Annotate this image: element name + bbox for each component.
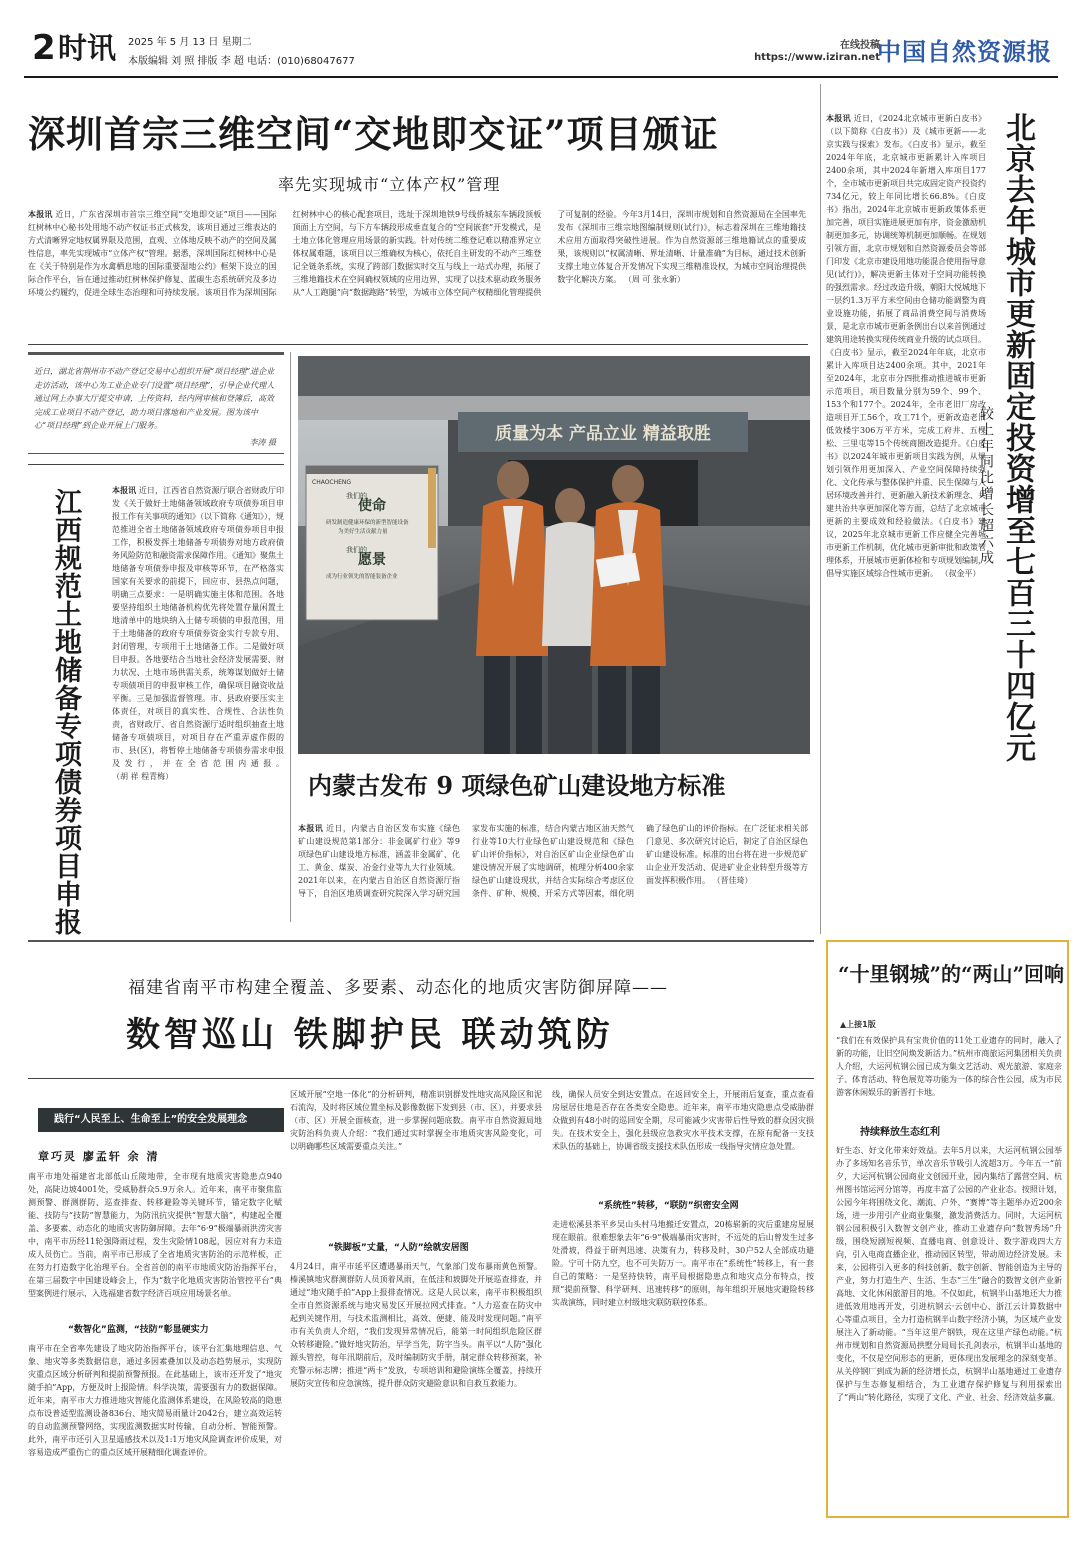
column-divider [820, 84, 821, 934]
shenzhen-subheadline: 率先实现城市“立体产权”管理 [278, 175, 501, 194]
neimenggu-body-text: 近日，内蒙古自治区发布实施《绿色矿山建设规范第1部分：非金属矿行业》等9项绿色矿山建设地方标准，涵盖非金属矿、化工、黄金、煤炭、冶金行业等九大行业领域。2021年以来，在内蒙古自治区自然资源厅指导下，自治区地质调查研究院深入学习研究国家发布实施的标准，结合内蒙古地区油天然气行业等10大行业绿色矿山建设规范和《绿色矿山评价指标》，对自治区矿山企业绿色矿山建设情况开展了实地调研，梳理分析400余家绿色矿山建设现状，并结合实际综合考虑区位条件、矿种、规模、开采方式等因素，细化明确了绿色矿山的评价指标。在广泛征求相关部门意见、多次研究讨论后，制定了自治区绿色矿山建设标准。标准的出台将在进一步规范矿山企业开发活动、促进矿业企业转型升级等方面发挥积极作用。 [298, 824, 808, 898]
page-number: 2 [32, 28, 56, 68]
sign-line: 我们的 [346, 546, 367, 554]
sign-line: 愿景 [358, 552, 386, 568]
shenzhen-body [28, 208, 806, 342]
notice-text: 近日，湖北省荆州市不动产登记交易中心组织开展“项目经理”进企业走访活动，该中心为工业企业专门设置“项目经理”，引导企业代理人通过网上办事大厅提交申请，上传资料，经内网审核和登簿后，高效完成工业项目不动产登记，助力项目落地和产业发展。图为该中心“项目经理”到企业开展上门服务。 [34, 367, 275, 430]
beijing-author: （叔金平） [940, 569, 981, 578]
continued-from: ▲上接1版 [840, 1020, 876, 1029]
paper-name: 中国自然资源报 [877, 37, 1052, 66]
shenzhen-body-text: 近日，广东省深圳市首宗三维空间“交地即交证”项目——国际红树林中心秘书处用地不动产权证书正式核发，该项目通过三维表达的方式清晰界定地权属界限及范围，直观、立体地反映不动产的空间及属性信息，率先实现城市“立体产权”管理。据悉，深圳国际红树林中心是在《关于特别是作为水禽栖息地的国际重要湿地公约》框架下设立的国际合作平台，旨在通过推动红树林保护修复、蓝碳生态系统研究及多边环境公约履约，促进全球生态治理和可持续发展。该项目作为深圳国际红树林中心的核心配套项目，选址于深圳地铁9号线侨城东车辆段顶板顶面上方空间，与下方车辆段形成垂直复合的“空间嵌套”开发模式，是土地立体化管理应用场景的新实践。针对传统二维登记难以精准界定立体权属难题，该项目以三维确权为核心，依托自主研发的不动产三维登记全链条系统，实现了跨部门数据实时交互与线上一站式办理，拓展了三维地籍技术在空间确权领域的应用边界，实现了以技术驱动政务服务从“人工跑腿”向“数据跑路”转型，为城市立体空间产权精细化管理提供了可复制的经验。今年3月14日，深圳市规划和自然资源局在全国率先发布《深圳市三维宗地图编制规则(试行)》，标志着深圳在三维地籍技术应用方面取得突破性进展。作为自然资源部三维地籍试点的重要成果，该规则以“权属清晰、界址清晰、计量准确”为目标，通过技术创新支撑土地立体复合开发情况下实现三维精准设权，为城市空间治理提供数字化解决方案。 [28, 210, 806, 297]
neimenggu-headline: 内蒙古发布 9 项绿色矿山建设地方标准 [308, 771, 726, 800]
gangcheng-body-2: 好生态、好文化带来好效益。去年5月以来，大运河杭钢公园举办了多场知名音乐节，单次音乐节吸引人流超3万。今年五一“前夕，大运河杭钢公园商业文创园开业，园内集结了露营空间、杭州图书馆运河分馆等，再度丰富了公园的产业业态。按照计划，公园今年将围绕文化、潮流、户外、“赛博”等主题举办近200余场，进一步用引产业商业集聚，激发消费活力。同时，大运河杭钢公园积极引入数智文创产业，推动工业遗存向“数智秀场”升级，围绕短剧短视频、直播电商、创意设计、数字游戏四大方向，引入电商直播企业，推动园区转型，带动周边经济发展。未来，公园将引入更多的科技创新、数字创新、智能创造为主导的产业，努力打造生产、生活、生态“三生”融合的数智文创产业新高地、文化休闲旅游目的地。不仅如此，杭钢半山基地还大力推进低效用地再开发，引进杭钢云·云创中心、浙江云计算数据中心等重点项目，全力打造杭钢半山数字经济小镇，为区域产业发展注入了新动能。“当年这里产钢铁，现在这里产绿色动能。”杭州市规划和自然资源局拱墅分局局长孔剑表示，杭钢半山基地的变化，不仅是空间形态的更新，更体现出发展理念的深刻变革。从关停钢厂到成为新的经济增长点，杭钢半山基地通过工业遗存保护与生态修复相结合，为工业遗存保护修复与利用探索出了“两山”转化路径，实现了文化、产业、社会、经济效益多赢。 [836, 1146, 1062, 1402]
neimenggu-body [298, 822, 808, 916]
nanping-byline: 章巧灵 廖孟轩 余 清 [38, 1150, 160, 1163]
nanping-kicker: 福建省南平市构建全覆盖、多要素、动态化的地质灾害防御屏障—— [128, 978, 668, 998]
person-middle [542, 488, 598, 754]
beijing-lead-tag: 本报讯 [826, 114, 851, 123]
factory-visit-photo [298, 356, 810, 754]
jiangxi-body-text: 近日，江西省自然资源厅联合省财政厅印发《关于做好土地储备领域政府专项债券项目申报工作有关事项的通知》（以下简称《通知》），规范推进全省土地储备领域政府专项债券项目申报工作，积极发挥土地储备专项债券对地方政府债务风险防范和融资需求保障作用。《通知》聚焦土地储备专项债券申报及审核等环节，在严格落实国家有关要求的前提下，回应市、县热点问题，明确三点要求：一是明确实施主体和范围。各地要坚持组织土地储备机构优先将处置存量闲置土地清单中的地块纳入土储专项债的申报范围，用于土地储备的政府专项债券资金实行专款专用、封闭管理，专项用于土地储备工作。二是做好项目申报。各地要结合当地社会经济发展需要、财力状况、土地市场供需关系，统筹谋划做好土储专项债项目的申报审核工作，确保项目融资收益平衡。三是加强监督管理。市、县政府要压实主体责任，对项目的真实性、合规性、合法性负责，省财政厅、省自然资源厅适时组织抽查土地储备专项债项目，对项目存在严重弄虚作假的市、县(区)，将暂停土地储备专项债券需求申报及发行，并在全省范围内通报。 [112, 486, 284, 768]
nanping-body-5: 线，确保人员安全到达安置点。在返回安全上，开展雨后复查，重点查看房屋居住地是否存在各类安全隐患。近年来，南平市地灾隐患点受威胁群众做到有48小时的巡回安全期，尽可能减少灾害带后性导致的群众因灾损失。在技术安全上，强化县级应急救灾水平技术支撑，在原有配备一支技术队伍的基础上，协调省级支援技术队伍形成一线指导灾情应急处置。 [552, 1090, 814, 1151]
jiangxi-author: （胡 祥 程青梅） [112, 772, 174, 781]
jiangxi-lead-tag: 本报讯 [112, 486, 137, 495]
nanping-body-6: 走进松溪县茶平乡吴山头村马地搬迁安置点，20栋崭新的灾后重建房屋展现在眼前。很难想象去年“6·9”极端暴雨灾害时，不远处的后山曾发生过多处滑坡，得益于研判迅速、决策有力，转移及时，30户52人全部成功避险。宁可十防九空，也不可失防万一。南平市在“系统性”转移上，有一套自己的策略：一是坚持快转，南平局根据隐患点和地灾点分布特点，按照“提前预警、科学研判、迅速转移”的原则，每年组织开展地灾避险转移实战演练，同时建立村级地灾联防联控体系。 [552, 1220, 814, 1307]
sign-line: 为美好生活贡献力量 [338, 529, 388, 535]
editors-line: 本版编辑 刘 照 排版 李 超 电话：(010)68047677 [128, 56, 355, 67]
masthead-rule [24, 76, 1058, 78]
beijing-headline: 北京去年城市更新固定投资增至七百三十四亿元 [1000, 112, 1035, 763]
column-divider [290, 352, 291, 922]
sign-company: CHAOCHENG [312, 479, 352, 486]
jiangxi-headline: 江西规范土地储备专项债券项目申报 [50, 488, 81, 936]
shenzhen-author: （周 可 张永新） [623, 275, 685, 284]
submission-link[interactable]: https://www.iziran.net [754, 52, 880, 63]
divider [28, 464, 284, 465]
shenzhen-lead-tag: 本报讯 [28, 210, 53, 219]
neimenggu-lead-tag: 本报讯 [298, 824, 324, 833]
factory-banner: 质量为本 产品立业 精益取胜 [495, 424, 711, 444]
section-name: 时讯 [58, 31, 117, 65]
nanping-body-2: 南平市在全省率先建设了地灾防治指挥平台，该平台汇集地理信息、气象、地灾等多类数据信息，通过多因素叠加以及动态趋势展示，实现防灾重点区域分析研判和提前预警预报。在此基础上，该市还开发了“地灾随手拍”App，方便及时上报险情。科学决策，需要强有力的数据保障。近年来，南平市大力推进地灾智能化监测体系建设，在风险较高的隐患点布设普适型监测设备836台、地灾简易雨量计2042台，建立高效运转的自动监测预警网络，实现监测数据实时传输、自动分析、智能预警。此外，南平市还引入卫星遥感技术以及1:1万地灾风险调查评价成果，对容易造成严重伤亡的重点区域开展精细化调查评价。 [28, 1344, 282, 1457]
nanping-subhead-b: “铁脚板”丈量，“人防”绘就安居图 [328, 1243, 469, 1253]
gangcheng-subhead: 持续释放生态红利 [860, 1127, 940, 1138]
neimenggu-author: （晋佳琦） [712, 876, 753, 885]
nanping-headline: 数智巡山 铁脚护民 联动筑防 [126, 1015, 614, 1055]
sign-line: 我们的 [346, 492, 367, 500]
notice-box [28, 352, 284, 454]
nanping-subhead-c: “系统性”转移，“联防”织密安全网 [598, 1201, 739, 1211]
nanping-subhead-a: “数智化”监测，“技防”彰显硬实力 [68, 1325, 209, 1335]
sign-line: 成为行业领先的智能装备企业 [326, 574, 398, 580]
jiangxi-body [112, 484, 284, 916]
news-photo [298, 356, 810, 754]
nanping-body-3: 区域开展“空地一体化”的分析研判，精准识别群发性地灾高风险区和泥石流沟，及时将区域位置坐标及影像数据下发到县（市、区），并要求县（市、区）开展全面核查，进一步掌握问题底数。南平市自然资源局地灾防治科负责人介绍：“我们通过实时掌握全市地质灾害风险变化，可以明确哪些区域需要重点关注。” [290, 1090, 542, 1151]
divider [28, 1078, 814, 1079]
masthead [0, 0, 1080, 78]
nanping-body-4: 4月24日，南平市延平区遭遇暴雨天气，气象部门发布暴雨黄色预警。榛溪镇地灾群测群防人员顶着风雨，在低洼和坡脚处开展巡查排查，并通过“地灾随手拍”App上报排查情况。这是人民以来，南平市积极组织全市自然资源系统与地灾易发区开展拉网式排查。“人力巡查在防灾中起到关键作用，与技术监测相比，高效、便捷、能及时发现问题。”南平市有关负责人介绍，“我们发现异常情况后，能第一时间组织危险区群众转移避险。”做好地灾防治，早学当先，防字当头。南平以“人防”强化源头管控，每年汛期前后，及时编制防灾手册，制定群众转移预案，补充警示标志牌；推进“两卡”发放，专项培训和避险演练全覆盖，持续开展防灾宣传和应急演练，提升群众防灾避险意识和自救互救能力。 [290, 1262, 542, 1388]
beijing-subheadline: 较上年同比增长超六成 [978, 406, 994, 566]
divider [28, 344, 808, 345]
sign-line: 使命 [358, 498, 386, 514]
sign-line: 研发制造健康环保的新型智能设备 [326, 520, 409, 526]
nanping-body-1: 南平市地处福建省北部低山丘陵地带，全市现有地质灾害隐患点940处，高陡边坡4001处，受威胁群众5.9万余人。近年来，南平市聚焦监测预警、群测群防、巡查排查、转移避险等关键环节，锚定数字化赋能、技防与“技防”智慧能力，为防汛抗灾提供“智慧大脑”，构建起全覆盖、多要素、动态化的地质灾害防御屏障。去年“6·9”极端暴雨洪涝灾害中，南平市历经11轮强降雨过程，发生灾险情108起，因应对有力未造成人员伤亡。当前，南平市已形成了全省地质灾害防治的示范样板，正在努力打造数字化治理平台。全省首创的南平市地质灾防治指挥平台，在第三届数字中国建设峰会上，作为“数字化地质灾害防治管控平台”典型案例进行展示，入选福建省数字经济百项应用场景名单。 [28, 1172, 282, 1298]
notice-author: 李涛 摄 [249, 437, 276, 447]
submission-label: 在线投稿 [840, 40, 880, 51]
beijing-body-text: 近日，《2024北京城市更新白皮书》（以下简称《白皮书》）及《城市更新——北京实践与探索》发布。《白皮书》显示，截至2024年年底，北京城市更新累计入库项目2400余项，其中2024年新增入库项目177个，全市城市更新项目共完成固定资产投资约734亿元，较上年同比增长66.8%。《白皮书》指出，2024年北京城市更新政策体系更加完善，项目实施进展更加有序，资金激励机制更加多元，协调统筹机制更加顺畅。在规划引领方面，北京市规划和自然资源委员会等部门印发《北京市建设用地功能混合使用指导意见(试行)》，解决更新主体对于空间功能转换的强烈需求。经过改造升级，朝阳大悦城地下一层约1.3万平方米空间由仓储功能调整为商业设施功能，拓展了商品消费空间与消费场景，是北京市城市更新条例出台以来首例通过建筑用途转换实现传统商业升级的试点项目。《白皮书》显示，截至2024年年底，北京市累计入库项目达2400余项。其中，2021年至2024年，北京市分四批推动推进城市更新示范项目，项目数量分别为59个、99个、153个和177个。2024年，全市老旧厂房改造项目开工56个，攻工71个，更新改造老旧低效楼宇306万平方米，完成工府井、五棵松、三里屯等15个传统商圈改造提升。《白皮书》以2024年城市更新项目实践为例，从规划引领作用更加深入、产业空间保障持续强化、文化传承与整体保护并重、民生保障与人居环境改善并行、更新融入新技术新理念、共建共治共享更加深化等方面，总结了北京城市更新的主要成效和经验做法。《白皮书》建议，2025年北京城市更新工作应健全完善城市更新工作机制，优化城市更新审批和政策管理体系，开展城市更新体检和专项规划编制，倡导实施区域综合性城市更新。 [826, 114, 986, 578]
divider [28, 940, 814, 942]
nanping-banner: 践行“人民至上、生命至上”的安全发展理念 [38, 1108, 284, 1132]
shenzhen-headline: 深圳首宗三维空间“交地即交证”项目颁证 [28, 112, 719, 156]
beijing-body [826, 112, 986, 930]
date-line: 2025 年 5 月 13 日 星期二 [128, 37, 252, 48]
gangcheng-headline: “十里钢城”的“两山”回响 [838, 962, 1065, 986]
gangcheng-body: “我们在有效保护具有宝贵价值的11处工业遗存的同时，融入了新的功能，让旧空间焕发新活力。”杭州市商旅运河集团相关负责人介绍，大运河杭钢公园已成为集文艺活动、观光旅游、家庭亲子、体育活动、特色展览等功能为一体的综合性公园，成为市民游客休闲娱乐的新晋打卡地。 [836, 1036, 1062, 1097]
